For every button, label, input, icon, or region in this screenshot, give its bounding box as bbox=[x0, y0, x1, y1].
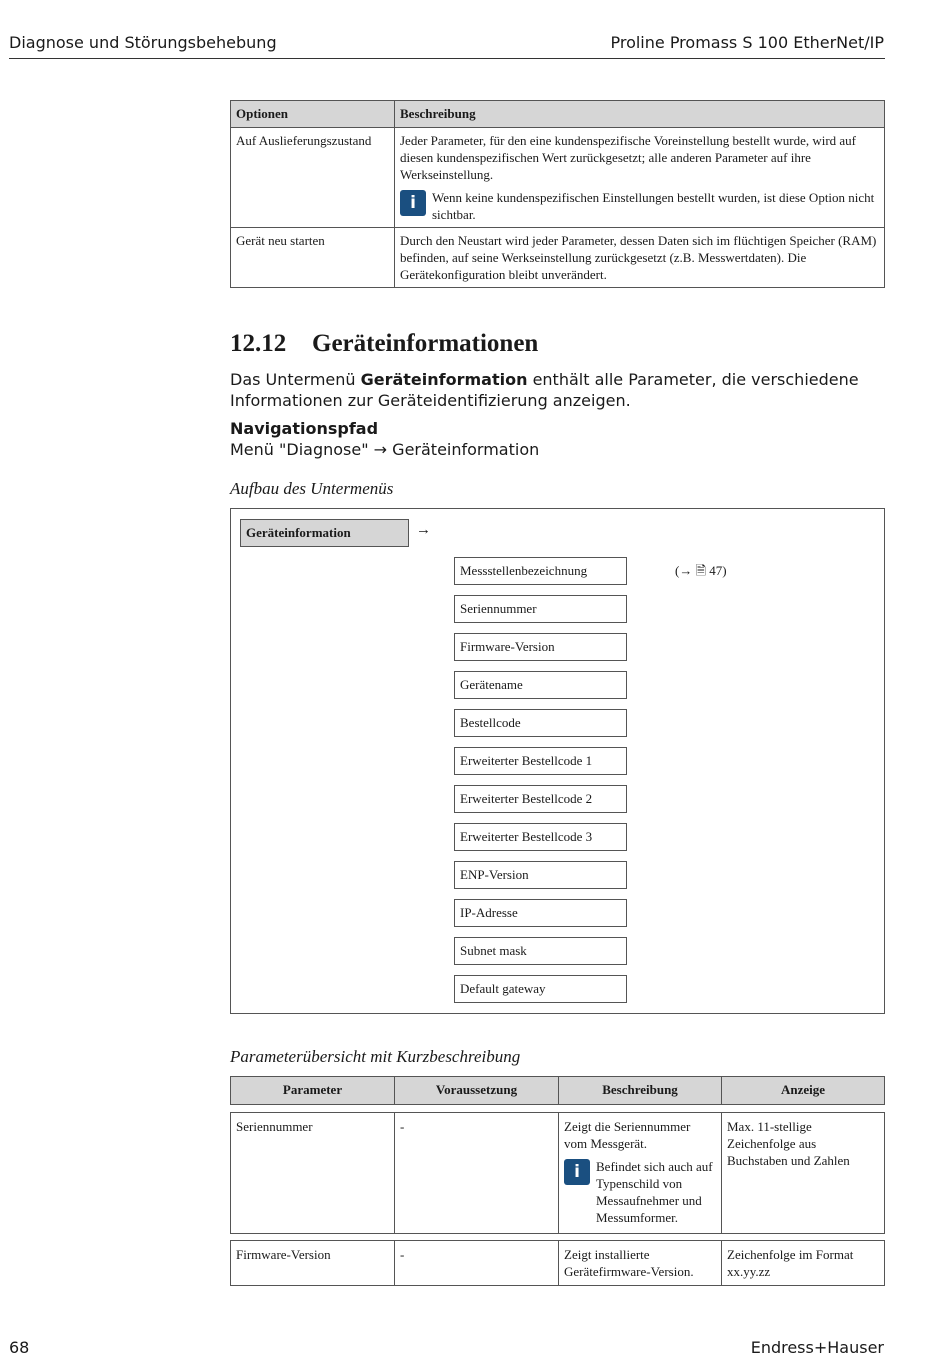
intro-text: Das Untermenü bbox=[230, 370, 361, 389]
navigation-path bbox=[230, 440, 539, 459]
display-col-header: Anzeige bbox=[722, 1077, 885, 1105]
submenu-item: Erweiterter Bestellcode 1 bbox=[454, 747, 627, 775]
parameter-col-header: Parameter bbox=[231, 1077, 395, 1105]
arrow-right-icon: → bbox=[416, 522, 431, 538]
brand-name: Endress+Hauser bbox=[750, 1338, 884, 1357]
submenu-item: IP-Adresse bbox=[454, 899, 627, 927]
parameter-cell: Firmware-Version bbox=[231, 1241, 395, 1286]
prerequisite-cell: - bbox=[395, 1113, 559, 1234]
option-cell: Gerät neu starten bbox=[231, 228, 395, 288]
submenu-item: Default gateway bbox=[454, 975, 627, 1003]
page-reference: (→ 🗎 47) bbox=[675, 563, 727, 578]
description-col-header: Beschreibung bbox=[559, 1077, 722, 1105]
parameter-cell: Seriennummer bbox=[231, 1113, 395, 1234]
submenu-item: ENP-Version bbox=[454, 861, 627, 889]
options-col-header: Optionen bbox=[231, 101, 395, 128]
parameter-table-row bbox=[230, 1240, 885, 1286]
info-note bbox=[564, 1158, 716, 1226]
submenu-structure bbox=[230, 508, 885, 1014]
section-title: Geräteinformationen bbox=[312, 330, 539, 357]
submenu-item: Bestellcode bbox=[454, 709, 627, 737]
option-cell: Auf Auslieferungszustand bbox=[231, 128, 395, 228]
table-row bbox=[231, 1113, 885, 1234]
info-icon: i bbox=[400, 190, 426, 216]
description-cell: Durch den Neustart wird jeder Parameter, dessen Daten sich im flüchtigen Speicher (RAM) befinden, auf seine Werkseinstellung zurückgesetzt (z.B. Messwertdaten). Die Gerätekonfiguration bleibt unverändert. bbox=[395, 228, 885, 288]
description-cell bbox=[559, 1113, 722, 1234]
description-text: Jeder Parameter, für den eine kundenspezifische Voreinstellung bestellt wurde, wird auf diesen kundenspezifischen Wert zurückgesetzt; alle anderen Parameter auf ihre Werkseinstellung. bbox=[400, 133, 857, 182]
nav-path-submenu: Geräteinformation bbox=[392, 440, 540, 459]
navigation-heading: Navigationspfad bbox=[230, 419, 379, 438]
options-table-header bbox=[231, 101, 885, 128]
submenu-item: Messstellenbezeichnung bbox=[454, 557, 627, 585]
info-note-text: Wenn keine kundenspezifischen Einstellungen bestellt wurden, ist diese Option nicht sichtbar. bbox=[432, 190, 875, 222]
page-number: 68 bbox=[9, 1338, 30, 1357]
header-row bbox=[231, 1077, 885, 1105]
nav-path-menu: Menü "Diagnose" bbox=[230, 440, 369, 459]
section-number: 12.12 bbox=[230, 330, 287, 357]
prerequisite-cell: - bbox=[395, 1241, 559, 1286]
info-icon: i bbox=[564, 1159, 590, 1185]
submenu-item: Seriennummer bbox=[454, 595, 627, 623]
section-intro bbox=[230, 369, 890, 411]
prerequisite-col-header: Voraussetzung bbox=[395, 1077, 559, 1105]
description-cell bbox=[395, 128, 885, 228]
submenu-caption: Aufbau des Untermenüs bbox=[230, 479, 394, 498]
submenu-item: Erweiterter Bestellcode 2 bbox=[454, 785, 627, 813]
parameter-caption: Parameterübersicht mit Kurzbeschreibung bbox=[230, 1047, 521, 1066]
description-col-header: Beschreibung bbox=[395, 101, 885, 128]
info-note-text: Befindet sich auch auf Typenschild von Messaufnehmer und Messumformer. bbox=[596, 1159, 713, 1225]
submenu-item: Subnet mask bbox=[454, 937, 627, 965]
options-table bbox=[230, 100, 885, 288]
submenu-item: Erweiterter Bestellcode 3 bbox=[454, 823, 627, 851]
arrow-right-icon: → bbox=[373, 440, 388, 459]
running-header-right: Proline Promass S 100 EtherNet/IP bbox=[610, 33, 884, 52]
display-cell: Zeichenfolge im Format xx.yy.zz bbox=[722, 1241, 885, 1286]
header-rule bbox=[9, 58, 885, 59]
display-cell: Max. 11-stellige Zeichenfolge aus Buchstaben und Zahlen bbox=[722, 1113, 885, 1234]
info-note bbox=[400, 189, 879, 223]
parameter-table-row bbox=[230, 1112, 885, 1234]
intro-submenu-name: Geräteinformation bbox=[360, 370, 528, 389]
table-row bbox=[231, 1241, 885, 1286]
description-cell: Zeigt installierte Gerätefirmware-Version. bbox=[559, 1241, 722, 1286]
intro-text-end: enthält alle Parameter, die verschiedene Informationen zur Geräteidentifizierung anzeigen. bbox=[230, 370, 859, 410]
submenu-item: Firmware-Version bbox=[454, 633, 627, 661]
description-text: Zeigt die Seriennummer vom Messgerät. bbox=[564, 1119, 691, 1151]
running-header-left: Diagnose und Störungsbehebung bbox=[9, 33, 277, 52]
parameter-table-header bbox=[230, 1076, 885, 1105]
table-row bbox=[231, 228, 885, 288]
table-row bbox=[231, 128, 885, 228]
submenu-root: Geräteinformation bbox=[240, 519, 409, 547]
submenu-item: Gerätename bbox=[454, 671, 627, 699]
